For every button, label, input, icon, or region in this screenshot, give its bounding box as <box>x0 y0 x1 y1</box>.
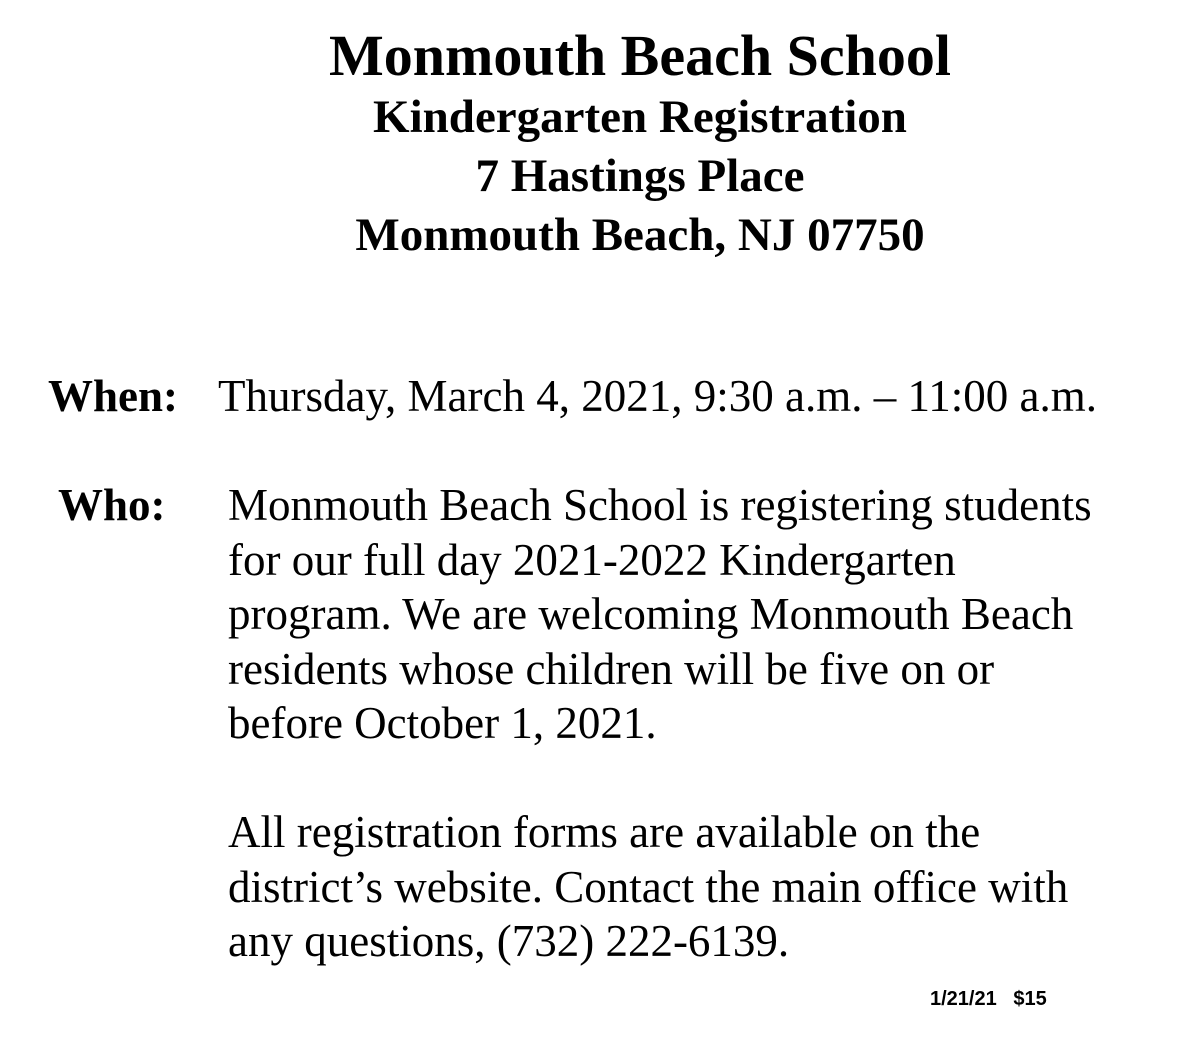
footer-note <box>930 986 1047 1012</box>
who-paragraph-contact <box>228 805 1158 969</box>
paragraph-line: before October 1, 2021. <box>228 698 657 748</box>
flyer-header <box>0 24 1200 265</box>
registration-subtitle: Kindergarten Registration <box>373 91 907 143</box>
who-paragraph-eligibility <box>228 478 1158 751</box>
address-street: 7 Hastings Place <box>475 150 805 202</box>
paragraph-line: program. We are welcoming Monmouth Beach <box>228 589 1074 639</box>
when-label: When: <box>48 371 179 421</box>
paragraph-line: residents whose children will be five on or <box>228 643 995 694</box>
paragraph-line: for our full day 2021-2022 Kindergarten <box>228 534 956 585</box>
school-name-title: Monmouth Beach School <box>329 23 951 88</box>
footer-price: $15 <box>1013 988 1047 1010</box>
who-label: Who: <box>58 480 166 530</box>
address-city-state-zip: Monmouth Beach, NJ 07750 <box>355 209 925 261</box>
paragraph-line: any questions, (732) 222-6139. <box>228 916 790 966</box>
paragraph-line: district’s website. Contact the main office with <box>228 861 1069 912</box>
when-value: Thursday, March 4, 2021, 9:30 a.m. – 11:00 a.m. <box>218 371 1098 421</box>
paragraph-line: Monmouth Beach School is registering students <box>228 480 1092 530</box>
paragraph-line: All registration forms are available on the <box>228 807 981 857</box>
footer-date: 1/21/21 <box>930 988 997 1010</box>
